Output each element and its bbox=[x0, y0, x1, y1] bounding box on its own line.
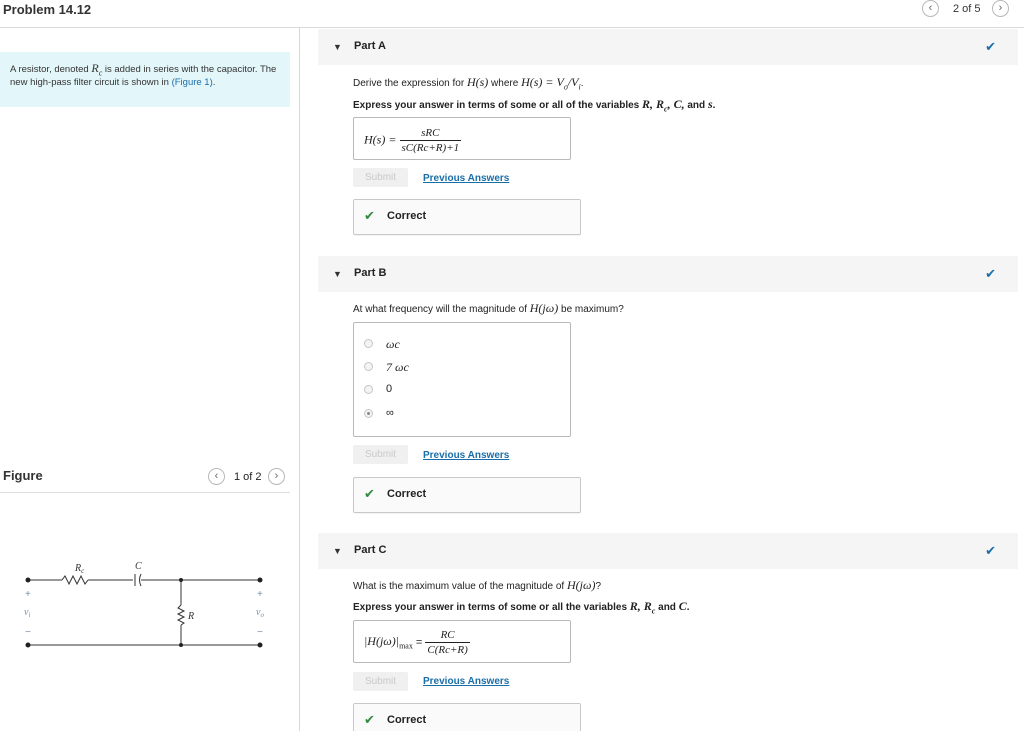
intro-text: A resistor, denoted bbox=[10, 64, 92, 75]
part-c-instructions: Express your answer in terms of some or all the variables R, $R_c$ and C. bbox=[353, 599, 690, 616]
correct-check-icon: ✔ bbox=[364, 486, 375, 501]
part-a-submit-button[interactable]: Submit bbox=[353, 168, 408, 187]
part-c-header[interactable] bbox=[318, 533, 1018, 569]
part-a-correct-feedback bbox=[353, 199, 581, 235]
terminal-vi-bottom bbox=[26, 643, 31, 648]
top-bar bbox=[0, 0, 1024, 28]
previous-problem-button[interactable] bbox=[922, 0, 939, 17]
figure-title: Figure bbox=[3, 468, 43, 483]
label-vo-minus: − bbox=[257, 627, 263, 638]
radio-button[interactable] bbox=[364, 339, 373, 348]
part-a-correct-label: Correct bbox=[387, 210, 427, 222]
part-b-correct-label: Correct bbox=[387, 488, 427, 500]
part-b-submit-button[interactable]: Submit bbox=[353, 445, 408, 464]
terminal-vi-top bbox=[26, 578, 31, 583]
terminal-vo-bottom bbox=[258, 643, 263, 648]
radio-button[interactable] bbox=[364, 385, 373, 394]
label-r: R bbox=[188, 611, 195, 622]
option-label: 7 ωc bbox=[386, 360, 409, 374]
figure-next-button[interactable] bbox=[268, 468, 285, 485]
part-a-answer-fraction bbox=[400, 127, 462, 154]
part-c-answer-box[interactable]: $|H(j\omega)|_{max}$ = $\frac{RC}{C(Rc+R)}$ bbox=[353, 620, 571, 663]
part-c-answer-lhs: $|H(j\omega)|_{max}$ bbox=[364, 634, 413, 651]
part-c-correct-label: Correct bbox=[387, 714, 427, 726]
intro-text-continued: is added in series with the capacitor. The new high-pass filter circuit is shown in bbox=[10, 64, 277, 89]
part-a-answer-denominator: sC(Rc+R)+1 bbox=[401, 142, 460, 154]
part-c-answer-denominator: C(Rc+R) bbox=[427, 644, 468, 656]
figure-counter: 1 of 2 bbox=[234, 471, 262, 483]
collapse-triangle-icon: ▼ bbox=[333, 546, 342, 556]
part-a-answer-box[interactable] bbox=[353, 117, 571, 160]
problem-intro: A resistor, denoted $R_c$ is added in series with the capacitor. The new high-pass filter circuit is shown in (Figure 1). bbox=[0, 52, 290, 107]
junction-bottom bbox=[179, 643, 183, 647]
problem-title: Problem 14.12 bbox=[3, 2, 92, 17]
radio-button[interactable] bbox=[364, 362, 373, 371]
part-b-correct-feedback bbox=[353, 477, 581, 513]
figure-header bbox=[0, 464, 290, 493]
problem-counter: 2 of 5 bbox=[953, 3, 981, 15]
part-a-title: Part A bbox=[354, 40, 386, 52]
correct-check-icon: ✔ bbox=[364, 208, 375, 223]
figure-previous-button[interactable] bbox=[208, 468, 225, 485]
part-a-answer-lhs: H(s) = bbox=[364, 132, 397, 147]
part-c-answer-numerator: RC bbox=[425, 629, 469, 643]
part-b-header[interactable] bbox=[318, 256, 1018, 292]
part-a-header[interactable] bbox=[318, 29, 1018, 65]
part-b-question: At what frequency will the magnitude of H(jω) be maximum? bbox=[353, 301, 624, 315]
chevron-right-icon: › bbox=[274, 470, 279, 482]
part-a-question: Derive the expression for H(s) where $H(s) = V_o/V_i$. bbox=[353, 75, 584, 92]
column-divider bbox=[299, 28, 300, 731]
circuit-diagram bbox=[0, 555, 290, 665]
part-c-submit-button[interactable]: Submit bbox=[353, 672, 408, 691]
label-vi: $v_i$ bbox=[24, 607, 31, 619]
chevron-left-icon: ‹ bbox=[214, 470, 219, 482]
part-b-options-box bbox=[353, 322, 571, 437]
option-label: ∞ bbox=[386, 407, 394, 419]
checkmark-icon: ✔ bbox=[985, 266, 996, 281]
part-c-correct-feedback bbox=[353, 703, 581, 731]
part-a-answer-numerator: sRC bbox=[400, 127, 462, 141]
part-c-previous-answers-link[interactable]: Previous Answers bbox=[423, 676, 510, 687]
junction-top bbox=[179, 578, 183, 582]
part-a-previous-answers-link[interactable]: Previous Answers bbox=[423, 173, 510, 184]
collapse-triangle-icon: ▼ bbox=[333, 42, 342, 52]
label-rc: $R_c$ bbox=[75, 563, 85, 575]
part-c-question: What is the maximum value of the magnitude of H(jω)? bbox=[353, 578, 602, 592]
capacitor-plate-right bbox=[140, 574, 142, 586]
option-label: 0 bbox=[386, 383, 393, 395]
checkmark-icon: ✔ bbox=[985, 39, 996, 54]
radio-button-selected[interactable] bbox=[364, 409, 373, 418]
checkmark-icon: ✔ bbox=[985, 543, 996, 558]
correct-check-icon: ✔ bbox=[364, 712, 375, 727]
resistor-r bbox=[178, 605, 184, 625]
next-problem-button[interactable] bbox=[992, 0, 1009, 17]
figure-link[interactable]: (Figure 1) bbox=[171, 77, 213, 89]
resistor-rc bbox=[62, 576, 88, 584]
chevron-left-icon: ‹ bbox=[928, 2, 933, 14]
part-b-previous-answers-link[interactable]: Previous Answers bbox=[423, 450, 510, 461]
label-c: C bbox=[135, 561, 142, 572]
intro-variable: $R_c$ bbox=[91, 61, 103, 78]
part-c-answer-fraction bbox=[425, 629, 469, 656]
part-b-title: Part B bbox=[354, 267, 387, 279]
option-label: ωc bbox=[386, 337, 400, 351]
chevron-right-icon: › bbox=[998, 2, 1003, 14]
label-vo-plus: + bbox=[257, 589, 263, 600]
label-vo: $v_o$ bbox=[256, 607, 264, 619]
part-a-instructions: Express your answer in terms of some or all of the variables R, $R_c$, C, and s. bbox=[353, 97, 716, 114]
part-c-title: Part C bbox=[354, 544, 387, 556]
terminal-vo-top bbox=[258, 578, 263, 583]
label-vi-minus: − bbox=[25, 627, 31, 638]
label-vi-plus: + bbox=[25, 589, 31, 600]
collapse-triangle-icon: ▼ bbox=[333, 269, 342, 279]
